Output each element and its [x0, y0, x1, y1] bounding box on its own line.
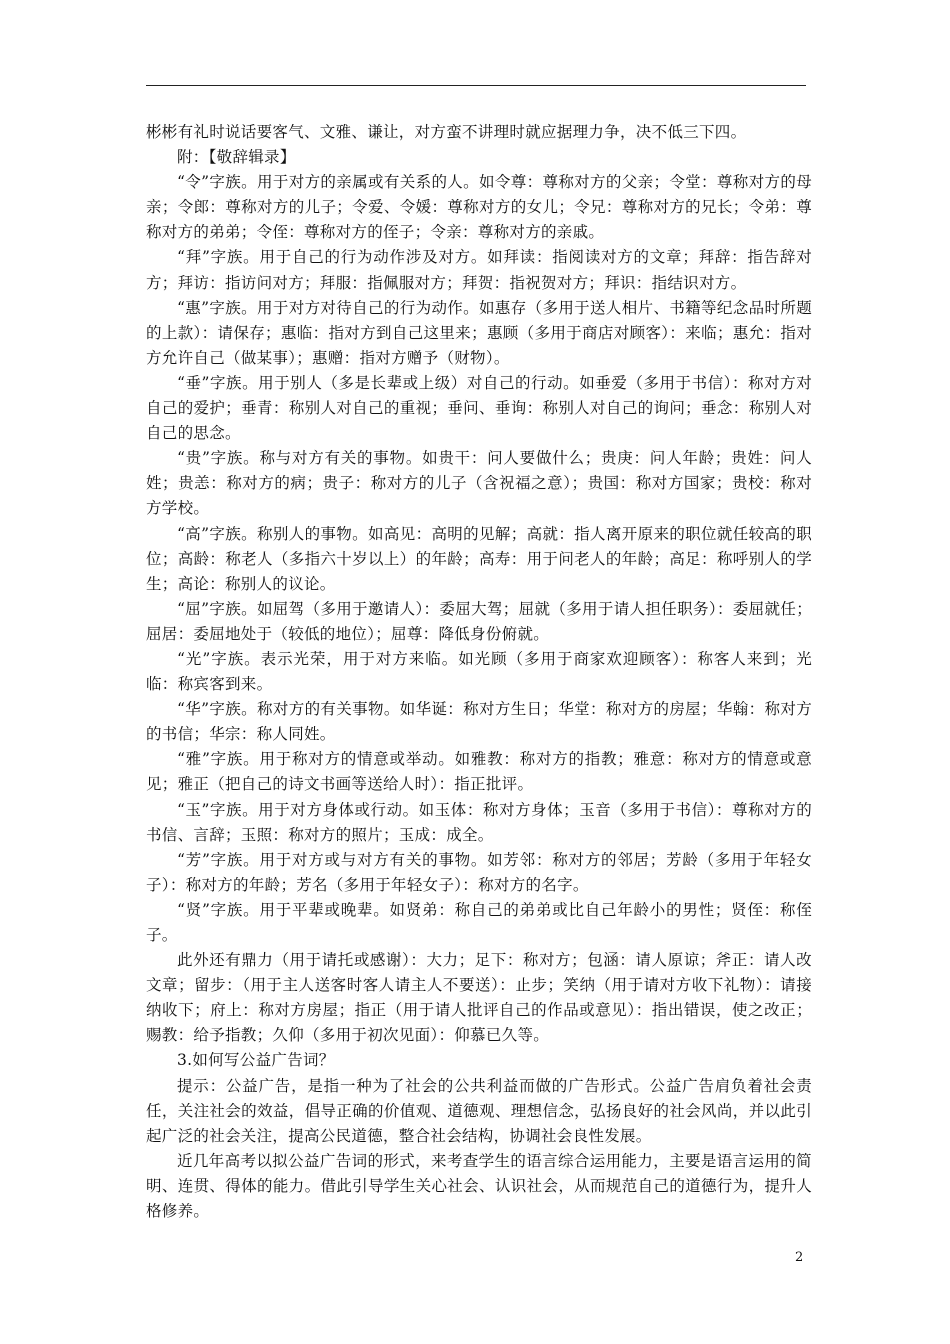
paragraph: 近几年高考以拟公益广告词的形式，来考查学生的语言综合运用能力，主要是语言运用的简明、连贯、得体的能力。借此引导学生关心社会、认识社会，从而规范自己的道德行为，提升人格修养。 [146, 1151, 812, 1221]
paragraph: “垂”字族。用于别人（多是长辈或上级）对自己的行动。如垂爱（多用于书信）：称对方对自己的爱护；垂青：称别人对自己的重视；垂问、垂询：称别人对自己的询问；垂念：称别人对自己的思念。 [146, 373, 812, 443]
paragraph: 彬彬有礼时说话要客气、文雅、谦让，对方蛮不讲理时就应据理力争，决不低三下四。 [146, 123, 747, 141]
appendix-heading: 附：【敬辞辑录】 [177, 148, 296, 167]
header-rule [146, 85, 806, 86]
paragraph: “高”字族。称别人的事物。如高见：高明的见解；高就：指人离开原来的职位就任较高的职位；高龄：称老人（多指六十岁以上）的年龄；高寿：用于问老人的年龄；高足：称呼别人的学生；高论：称别人的议论。 [146, 524, 812, 593]
paragraph: “贵”字族。称与对方有关的事物。如贵干：问人要做什么；贵庚：问人年龄；贵姓：问人姓；贵恙：称对方的病；贵子：称对方的儿子（含祝福之意）；贵国：称对方国家；贵校：称对方学校。 [146, 449, 812, 518]
paragraph: “玉”字族。用于对方身体或行动。如玉体：称对方身体；玉音（多用于书信）：尊称对方的书信、言辞；玉照：称对方的照片；玉成：成全。 [146, 800, 812, 844]
paragraph: 提示：公益广告，是指一种为了社会的公共利益而做的广告形式。公益广告肩负着社会责任，关注社会的效益，倡导正确的价值观、道德观、理想信念，弘扬良好的社会风尚，并以此引起广泛的社会关注，提高公民道德，整合社会结构，协调社会良性发展。 [146, 1076, 812, 1145]
paragraph: “惠”字族。用于对方对待自己的行为动作。如惠存（多用于送人相片、书籍等纪念品时所题的上款）：请保存；惠临：指对方到自己这里来；惠顾（多用于商店对顾客）：来临；惠允：指对方允许自己（做某事）；惠赠：指对方赠予（财物）。 [146, 298, 812, 367]
paragraph: “贤”字族。用于平辈或晚辈。如贤弟：称自己的弟弟或比自己年龄小的男性；贤侄：称侄子。 [146, 900, 812, 944]
paragraph: “光”字族。表示光荣，用于对方来临。如光顾（多用于商家欢迎顾客）：称客人来到；光临：称宾客到来。 [146, 649, 812, 694]
paragraph: “拜”字族。用于自己的行为动作涉及对方。如拜读：指阅读对方的文章；拜辞：指告辞对方；拜访：指访问对方；拜服：指佩服对方；拜贺：指祝贺对方；拜识：指结识对方。 [146, 248, 812, 292]
section-heading: 3.如何写公益广告词？ [177, 1051, 335, 1070]
document-body [146, 120, 812, 1224]
paragraph: “屈”字族。如屈驾（多用于邀请人）：委屈大驾；屈就（多用于请人担任职务）：委屈就任；屈居：委屈地处于（较低的地位）；屈尊：降低身份俯就。 [146, 599, 812, 643]
paragraph: “雅”字族。用于称对方的情意或举动。如雅教：称对方的指教；雅意：称对方的情意或意见；雅正（把自己的诗文书画等送给人时）：指正批评。 [146, 750, 812, 794]
paragraph: “华”字族。称对方的有关事物。如华诞：称对方生日；华堂：称对方的房屋；华翰：称对方的书信；华宗：称人同姓。 [146, 700, 812, 744]
paragraph: 此外还有鼎力（用于请托或感谢）：大力；足下：称对方；包涵：请人原谅；斧正：请人改文章；留步：（用于主人送客时客人请主人不要送）：止步；笑纳（用于请对方收下礼物）：请接纳收下；府上：称对方房屋；指正（用于请人批评自己的作品或意见）：指出错误，使之改正；赐教：给予指教；久仰（多用于初次见面）：仰慕已久等。 [146, 951, 812, 1045]
paragraph: “令”字族。用于对方的亲属或有关系的人。如令尊：尊称对方的父亲；令堂：尊称对方的母亲；令郎：尊称对方的儿子；令爱、令媛：尊称对方的女儿；令兄：尊称对方的兄长；令弟：尊称对方的弟弟；令侄：尊称对方的侄子；令亲：尊称对方的亲戚。 [146, 173, 812, 242]
page-number: 2 [795, 1250, 804, 1265]
paragraph: “芳”字族。用于对方或与对方有关的事物。如芳邻：称对方的邻居；芳龄（多用于年轻女子）：称对方的年龄；芳名（多用于年轻女子）：称对方的名字。 [146, 850, 812, 894]
